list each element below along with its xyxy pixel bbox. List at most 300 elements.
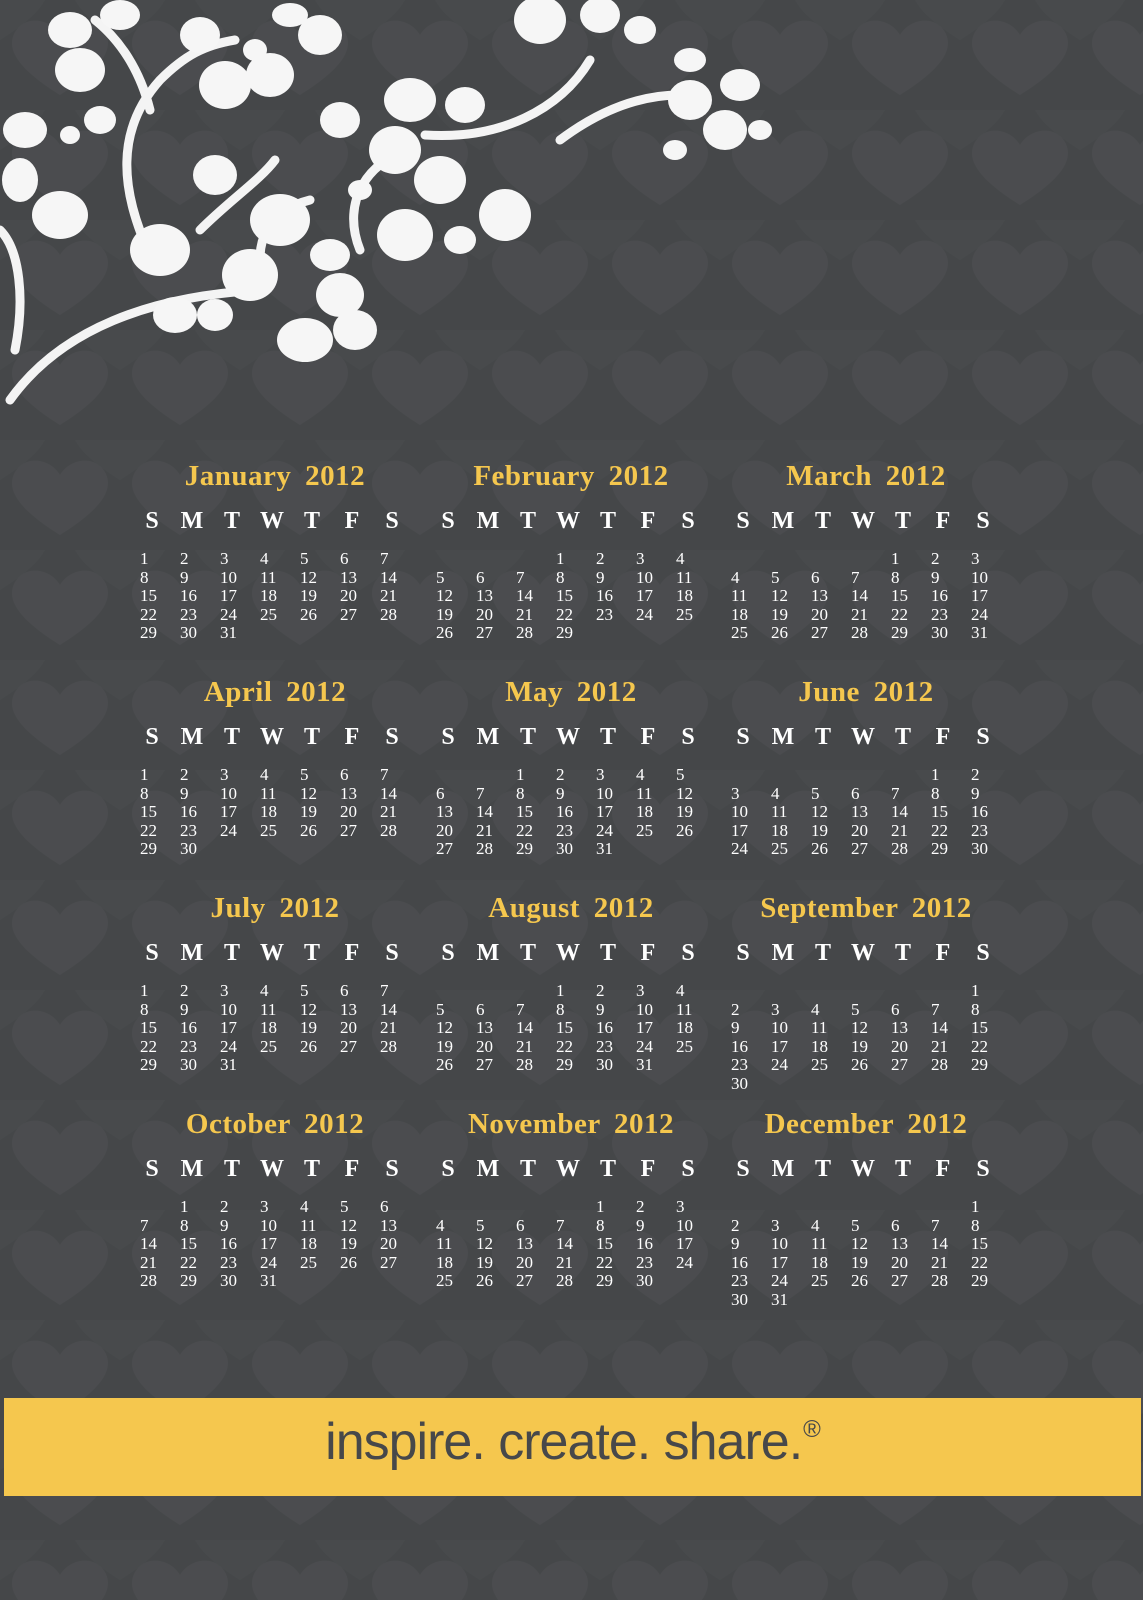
weekday-label: T — [599, 508, 616, 534]
month-title: November 2012 — [467, 1108, 675, 1140]
day-number: 23 — [731, 1055, 748, 1074]
day-number: 17 — [220, 802, 237, 821]
day-number: 22 — [971, 1036, 988, 1056]
weekday-label: S — [145, 508, 159, 534]
day-number: 19 — [300, 1018, 317, 1037]
day-number: 2 — [556, 765, 565, 784]
day-number: 10 — [596, 783, 613, 803]
day-number: 19 — [851, 1036, 868, 1056]
weekday-label: F — [935, 508, 951, 534]
day-number: 1 — [180, 1197, 189, 1216]
day-number: 24 — [220, 1036, 237, 1056]
day-number: 8 — [140, 783, 149, 803]
day-number: 25 — [676, 604, 693, 624]
month-calendar — [140, 1108, 410, 1308]
day-number: 9 — [636, 1215, 645, 1235]
day-number: 8 — [556, 567, 565, 587]
day-number: 27 — [340, 604, 357, 624]
day-number: 28 — [851, 623, 868, 642]
weekday-label: S — [976, 508, 990, 534]
day-number: 17 — [971, 586, 988, 605]
day-number: 28 — [476, 839, 493, 858]
day-number: 24 — [771, 1271, 788, 1290]
day-number: 7 — [851, 567, 860, 587]
day-number: 30 — [220, 1271, 237, 1290]
weekday-label: M — [180, 1156, 204, 1182]
month-calendar — [731, 1108, 1001, 1308]
day-number: 20 — [436, 820, 453, 840]
day-number: 19 — [851, 1252, 868, 1272]
day-number: 12 — [851, 1018, 868, 1037]
day-number: 28 — [380, 820, 397, 840]
day-number: 12 — [300, 567, 317, 587]
day-number: 11 — [636, 783, 653, 803]
day-number: 20 — [891, 1036, 908, 1056]
weekday-label: W — [556, 1156, 580, 1182]
day-number: 2 — [596, 549, 605, 568]
weekday-label: S — [441, 508, 455, 534]
day-number: 17 — [676, 1234, 693, 1253]
day-number: 18 — [260, 586, 277, 605]
day-number: 16 — [636, 1234, 653, 1253]
day-number: 19 — [811, 820, 828, 840]
weekday-label: T — [223, 1156, 240, 1182]
day-number: 4 — [676, 981, 685, 1000]
day-number: 1 — [596, 1197, 605, 1216]
day-number: 22 — [596, 1252, 613, 1272]
weekday-label: M — [476, 940, 500, 966]
day-number: 11 — [436, 1234, 453, 1253]
day-number: 13 — [340, 783, 357, 803]
day-number: 12 — [476, 1234, 493, 1253]
day-number: 27 — [380, 1252, 397, 1272]
day-number: 9 — [180, 783, 189, 803]
day-number: 13 — [891, 1018, 908, 1037]
month-calendar — [436, 460, 706, 660]
day-number: 10 — [220, 783, 237, 803]
month-title: May 2012 — [505, 676, 637, 708]
weekday-label: S — [736, 508, 750, 534]
day-number: 28 — [516, 623, 533, 642]
day-number: 8 — [180, 1215, 189, 1235]
day-number: 26 — [340, 1252, 357, 1272]
weekday-label: F — [344, 940, 360, 966]
day-number: 20 — [340, 802, 357, 821]
day-number: 3 — [771, 999, 780, 1019]
weekday-label: T — [894, 940, 911, 966]
day-number: 26 — [300, 604, 317, 624]
month-title: September 2012 — [760, 892, 972, 924]
weekday-label: S — [145, 940, 159, 966]
day-number: 12 — [851, 1234, 868, 1253]
month-calendar — [140, 460, 410, 660]
weekday-label: F — [640, 940, 656, 966]
day-number: 28 — [556, 1271, 573, 1290]
month-title: January 2012 — [184, 460, 366, 492]
day-number: 1 — [971, 1197, 980, 1216]
day-number: 29 — [140, 839, 157, 858]
day-number: 8 — [596, 1215, 605, 1235]
day-number: 11 — [260, 999, 277, 1019]
day-number: 4 — [676, 549, 685, 568]
day-number: 25 — [676, 1036, 693, 1056]
day-number: 18 — [811, 1036, 828, 1056]
day-number: 5 — [771, 567, 780, 587]
day-number: 1 — [891, 549, 900, 568]
day-number: 28 — [380, 604, 397, 624]
day-number: 3 — [596, 765, 605, 784]
day-number: 16 — [180, 586, 197, 605]
day-number: 6 — [476, 567, 485, 587]
weekday-header — [140, 508, 410, 538]
day-number: 24 — [596, 820, 613, 840]
day-number: 30 — [931, 623, 948, 642]
day-number: 18 — [731, 604, 748, 624]
day-number: 13 — [811, 586, 828, 605]
day-number: 22 — [140, 820, 157, 840]
weekday-label: T — [223, 940, 240, 966]
weekday-label: T — [814, 1156, 831, 1182]
day-number: 30 — [180, 623, 197, 642]
day-number: 8 — [971, 999, 980, 1019]
day-number: 21 — [516, 1036, 533, 1056]
day-number: 29 — [180, 1271, 197, 1290]
day-number: 25 — [731, 623, 748, 642]
month-title: February 2012 — [473, 460, 669, 492]
day-number: 2 — [971, 765, 980, 784]
day-number: 7 — [516, 567, 525, 587]
day-number: 6 — [851, 783, 860, 803]
weekday-label: F — [344, 508, 360, 534]
day-number: 17 — [636, 1018, 653, 1037]
day-number: 10 — [636, 999, 653, 1019]
day-number: 15 — [140, 802, 157, 821]
day-number: 21 — [380, 586, 397, 605]
day-number: 12 — [300, 999, 317, 1019]
day-number: 11 — [771, 802, 788, 821]
day-number: 25 — [771, 839, 788, 858]
day-number: 16 — [180, 802, 197, 821]
day-number: 13 — [516, 1234, 533, 1253]
day-number: 1 — [556, 981, 565, 1000]
day-number: 3 — [771, 1215, 780, 1235]
day-number: 29 — [516, 839, 533, 858]
day-number: 23 — [180, 1036, 197, 1056]
day-number: 2 — [180, 765, 189, 784]
day-number: 11 — [300, 1215, 317, 1235]
day-number: 9 — [556, 783, 565, 803]
day-number: 26 — [476, 1271, 493, 1290]
day-number: 23 — [931, 604, 948, 624]
weekday-label: T — [519, 508, 536, 534]
day-number: 7 — [556, 1215, 565, 1235]
day-number: 30 — [180, 839, 197, 858]
day-number: 25 — [260, 820, 277, 840]
weekday-label: M — [771, 1156, 795, 1182]
weekday-label: F — [935, 940, 951, 966]
day-number: 22 — [931, 820, 948, 840]
day-number: 4 — [636, 765, 645, 784]
day-number: 18 — [260, 802, 277, 821]
weekday-label: T — [303, 940, 320, 966]
day-number: 14 — [931, 1234, 948, 1253]
day-number: 28 — [140, 1271, 157, 1290]
weekday-label: T — [894, 724, 911, 750]
weekday-header — [731, 940, 1001, 970]
day-number: 30 — [596, 1055, 613, 1074]
weekday-header — [731, 724, 1001, 754]
month-title: April 2012 — [203, 676, 347, 708]
weekday-label: S — [681, 940, 695, 966]
month-calendar — [436, 892, 706, 1092]
day-number: 27 — [811, 623, 828, 642]
day-number: 29 — [556, 1055, 573, 1074]
day-number: 8 — [140, 999, 149, 1019]
day-number: 14 — [380, 783, 397, 803]
weekday-label: T — [599, 724, 616, 750]
month-calendar — [731, 460, 1001, 660]
day-number: 21 — [380, 802, 397, 821]
day-number: 13 — [891, 1234, 908, 1253]
day-number: 8 — [971, 1215, 980, 1235]
day-number: 14 — [516, 586, 533, 605]
day-number: 25 — [260, 604, 277, 624]
day-number: 1 — [556, 549, 565, 568]
day-number: 7 — [891, 783, 900, 803]
day-number: 27 — [340, 820, 357, 840]
day-number: 13 — [380, 1215, 397, 1235]
day-number: 6 — [516, 1215, 525, 1235]
day-number: 2 — [180, 549, 189, 568]
day-number: 19 — [676, 802, 693, 821]
day-number: 9 — [220, 1215, 229, 1235]
day-number: 22 — [891, 604, 908, 624]
day-number: 26 — [676, 820, 693, 840]
weekday-label: M — [476, 1156, 500, 1182]
day-number: 2 — [731, 999, 740, 1019]
day-number: 20 — [340, 586, 357, 605]
weekday-label: T — [303, 508, 320, 534]
day-number: 19 — [771, 604, 788, 624]
day-number: 15 — [556, 1018, 573, 1037]
month-title: March 2012 — [786, 460, 946, 492]
weekday-label: W — [851, 724, 875, 750]
day-number: 31 — [220, 623, 237, 642]
month-calendar — [731, 676, 1001, 876]
day-number: 22 — [556, 1036, 573, 1056]
weekday-label: F — [344, 724, 360, 750]
weekday-header — [731, 1156, 1001, 1186]
day-number: 2 — [636, 1197, 645, 1216]
day-number: 11 — [731, 586, 748, 605]
weekday-label: S — [976, 940, 990, 966]
day-number: 10 — [220, 567, 237, 587]
day-number: 5 — [676, 765, 685, 784]
day-number: 29 — [140, 623, 157, 642]
day-number: 29 — [971, 1271, 988, 1290]
day-number: 8 — [516, 783, 525, 803]
day-number: 10 — [971, 567, 988, 587]
weekday-label: S — [441, 724, 455, 750]
day-number: 13 — [340, 999, 357, 1019]
day-number: 23 — [180, 604, 197, 624]
day-number: 3 — [971, 549, 980, 568]
weekday-label: S — [681, 1156, 695, 1182]
weekday-header — [436, 940, 706, 970]
day-number: 24 — [636, 604, 653, 624]
day-number: 30 — [731, 1289, 748, 1309]
day-number: 5 — [340, 1197, 349, 1216]
weekday-label: M — [180, 724, 204, 750]
day-number: 12 — [771, 586, 788, 605]
day-number: 25 — [436, 1271, 453, 1290]
day-number: 3 — [220, 549, 229, 568]
day-number: 26 — [436, 1055, 453, 1074]
day-number: 7 — [931, 999, 940, 1019]
day-number: 11 — [811, 1018, 828, 1037]
day-number: 8 — [891, 567, 900, 587]
day-number: 1 — [140, 765, 149, 784]
day-number: 11 — [676, 567, 693, 587]
weekday-label: W — [260, 724, 284, 750]
tagline-banner — [4, 1398, 1141, 1496]
weekday-label: S — [385, 508, 399, 534]
day-number: 18 — [300, 1234, 317, 1253]
weekday-header — [436, 1156, 706, 1186]
day-number: 2 — [731, 1215, 740, 1235]
weekday-label: T — [303, 724, 320, 750]
day-number: 28 — [931, 1271, 948, 1290]
day-number: 19 — [436, 1036, 453, 1056]
weekday-label: T — [894, 508, 911, 534]
day-number: 16 — [596, 586, 613, 605]
day-number: 24 — [771, 1055, 788, 1074]
day-number: 11 — [811, 1234, 828, 1253]
day-number: 21 — [931, 1036, 948, 1056]
month-calendar — [731, 892, 1001, 1092]
day-number: 9 — [180, 999, 189, 1019]
month-calendar — [436, 676, 706, 876]
day-number: 16 — [556, 802, 573, 821]
day-number: 30 — [731, 1073, 748, 1093]
day-number: 16 — [220, 1234, 237, 1253]
day-number: 28 — [380, 1036, 397, 1056]
day-number: 30 — [636, 1271, 653, 1290]
day-number: 25 — [260, 1036, 277, 1056]
day-number: 5 — [436, 999, 445, 1019]
weekday-label: W — [851, 1156, 875, 1182]
day-number: 27 — [340, 1036, 357, 1056]
day-number: 6 — [476, 999, 485, 1019]
weekday-label: T — [519, 1156, 536, 1182]
day-number: 18 — [811, 1252, 828, 1272]
day-number: 6 — [340, 549, 349, 568]
day-number: 17 — [220, 586, 237, 605]
weekday-label: S — [385, 940, 399, 966]
weekday-label: W — [851, 940, 875, 966]
day-number: 16 — [971, 802, 988, 821]
day-number: 19 — [300, 586, 317, 605]
day-number: 4 — [260, 981, 269, 1000]
weekday-label: M — [771, 724, 795, 750]
day-number: 5 — [300, 765, 309, 784]
day-number: 5 — [811, 783, 820, 803]
weekday-header — [436, 508, 706, 538]
day-number: 8 — [556, 999, 565, 1019]
day-number: 19 — [436, 604, 453, 624]
weekday-label: W — [260, 508, 284, 534]
weekday-label: T — [223, 508, 240, 534]
day-number: 25 — [300, 1252, 317, 1272]
day-number: 24 — [971, 604, 988, 624]
day-number: 3 — [676, 1197, 685, 1216]
month-calendar — [140, 676, 410, 876]
day-number: 4 — [260, 549, 269, 568]
day-number: 31 — [771, 1289, 788, 1309]
weekday-label: W — [851, 508, 875, 534]
day-number: 24 — [676, 1252, 693, 1272]
day-number: 9 — [596, 567, 605, 587]
day-number: 22 — [556, 604, 573, 624]
day-number: 17 — [260, 1234, 277, 1253]
day-number: 7 — [380, 549, 389, 568]
day-number: 6 — [436, 783, 445, 803]
day-number: 6 — [811, 567, 820, 587]
weekday-label: T — [814, 940, 831, 966]
day-number: 2 — [220, 1197, 229, 1216]
day-number: 9 — [931, 567, 940, 587]
day-number: 2 — [596, 981, 605, 1000]
day-number: 28 — [931, 1055, 948, 1074]
day-number: 20 — [891, 1252, 908, 1272]
day-number: 16 — [731, 1252, 748, 1272]
weekday-header — [140, 940, 410, 970]
weekday-label: M — [180, 508, 204, 534]
day-number: 1 — [140, 549, 149, 568]
day-number: 8 — [931, 783, 940, 803]
day-number: 20 — [476, 1036, 493, 1056]
weekday-label: T — [894, 1156, 911, 1182]
day-number: 29 — [931, 839, 948, 858]
day-number: 15 — [516, 802, 533, 821]
day-number: 31 — [220, 1055, 237, 1074]
day-number: 31 — [971, 623, 988, 642]
day-number: 4 — [260, 765, 269, 784]
day-number: 21 — [556, 1252, 573, 1272]
weekday-label: S — [385, 1156, 399, 1182]
weekday-header — [140, 724, 410, 754]
weekday-label: M — [771, 508, 795, 534]
day-number: 20 — [811, 604, 828, 624]
day-number: 6 — [891, 1215, 900, 1235]
tagline-text — [4, 1412, 1141, 1472]
registered-mark: ® — [803, 1416, 820, 1443]
day-number: 6 — [340, 765, 349, 784]
day-number: 27 — [436, 839, 453, 858]
day-number: 31 — [260, 1271, 277, 1290]
day-number: 4 — [811, 1215, 820, 1235]
day-number: 10 — [676, 1215, 693, 1235]
day-number: 4 — [811, 999, 820, 1019]
day-number: 20 — [851, 820, 868, 840]
day-number: 2 — [931, 549, 940, 568]
day-number: 14 — [891, 802, 908, 821]
day-number: 29 — [140, 1055, 157, 1074]
day-number: 23 — [596, 604, 613, 624]
day-number: 18 — [636, 802, 653, 821]
day-number: 25 — [811, 1055, 828, 1074]
weekday-label: T — [599, 940, 616, 966]
